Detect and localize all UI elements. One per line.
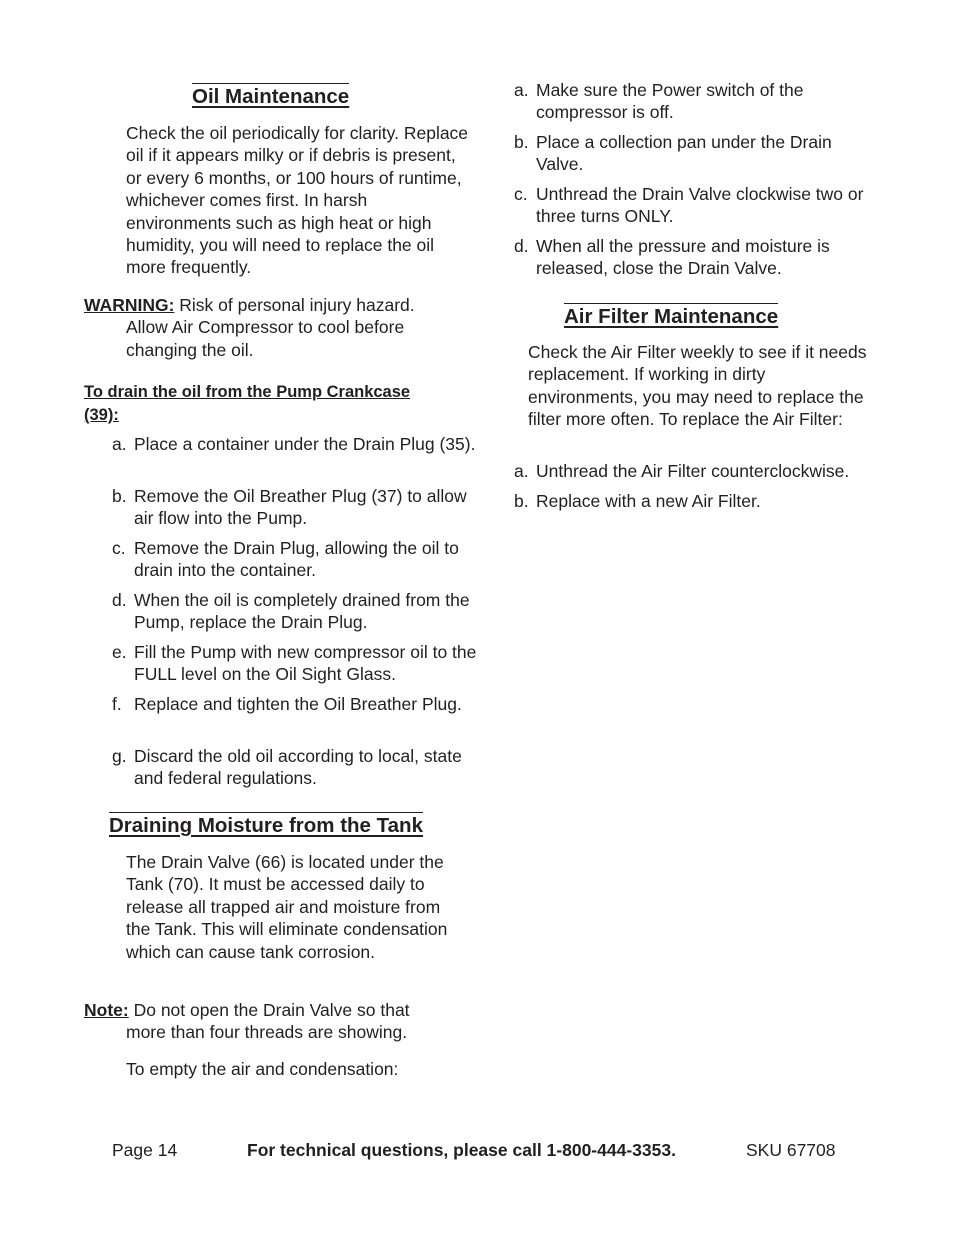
step-marker: a. [514, 461, 529, 481]
oil-step-f [112, 693, 474, 715]
moisture-step-a [514, 79, 881, 124]
moisture-intro-paragraph: The Drain Valve (66) is located under the Tank (70). It must be accessed daily to release all trapped air and moisture from the Tank. This will eliminate condensation which can cause tank corrosion. [126, 852, 448, 962]
step-marker: c. [514, 184, 528, 204]
oil-step-a [112, 433, 479, 455]
oil-step-g [112, 745, 474, 790]
oil-intro-paragraph: Check the oil periodically for clarity. Replace oil if it appears milky or if debris is present, or every 6 months, or 100 hours of runtime, whichever comes first. In harsh environments such as high heat or high humidity, you will need to replace the oil more frequently. [126, 123, 469, 278]
step-text: Place a collection pan under the Drain Valve. [536, 132, 832, 175]
oil-warning [84, 294, 469, 361]
sku-number: SKU 67708 [746, 1140, 836, 1160]
step-text: Discard the old oil according to local, state and federal regulations. [134, 746, 462, 789]
step-marker: b. [514, 132, 529, 152]
step-text: Replace with a new Air Filter. [536, 491, 761, 511]
step-text: Make sure the Power switch of the compressor is off. [536, 80, 804, 123]
step-marker: e. [112, 642, 127, 662]
step-marker: d. [112, 590, 127, 610]
technical-contact: For technical questions, please call 1-800-444-3353. [247, 1140, 676, 1160]
step-marker: c. [112, 538, 126, 558]
air-filter-step-b [514, 490, 911, 512]
empty-air-intro: To empty the air and condensation: [126, 1059, 399, 1079]
step-text: Remove the Oil Breather Plug (37) to allow air flow into the Pump. [134, 486, 467, 529]
warning-text-line1: Risk of personal injury hazard. [174, 295, 415, 315]
page-number: Page 14 [112, 1140, 178, 1160]
note-text-line1: Do not open the Drain Valve so that [128, 1000, 410, 1020]
moisture-note [84, 999, 469, 1044]
note-text-line2: more than four threads are showing. [126, 1022, 408, 1043]
warning-label: WARNING: [84, 295, 175, 315]
air-filter-intro-paragraph: Check the Air Filter weekly to see if it needs replacement. If working in dirty environments, you may need to replace the filter more often. To replace the Air Filter: [528, 342, 867, 430]
air-filter-step-a [514, 460, 911, 482]
moisture-step-d [514, 235, 881, 280]
step-text: When the oil is completely drained from the Pump, replace the Drain Plug. [134, 590, 470, 633]
moisture-step-b [514, 131, 881, 176]
drain-oil-subheading-line1: To drain the oil from the Pump Crankcase [84, 383, 411, 401]
drain-oil-subheading-line2: (39): [84, 406, 119, 424]
moisture-step-c [514, 183, 896, 228]
step-text: Remove the Drain Plug, allowing the oil to drain into the container. [134, 538, 459, 581]
step-marker: b. [514, 491, 529, 511]
oil-step-b [112, 485, 479, 530]
step-marker: d. [514, 236, 529, 256]
warning-text-line2: Allow Air Compressor to cool before changing the oil. [126, 317, 405, 360]
note-label: Note: [84, 1000, 129, 1020]
step-text: Unthread the Air Filter counterclockwise. [536, 461, 850, 481]
step-text: Unthread the Drain Valve clockwise two or three turns ONLY. [536, 184, 864, 227]
oil-maintenance-heading: Oil Maintenance [192, 85, 350, 108]
step-text: Fill the Pump with new compressor oil to the FULL level on the Oil Sight Glass. [134, 642, 477, 685]
step-marker: a. [112, 434, 127, 454]
step-text: When all the pressure and moisture is released, close the Drain Valve. [536, 236, 830, 279]
oil-step-c [112, 537, 479, 582]
drain-oil-subheading [84, 381, 469, 427]
step-marker: a. [514, 80, 529, 100]
draining-moisture-heading: Draining Moisture from the Tank [109, 814, 423, 837]
step-text: Replace and tighten the Oil Breather Plug. [134, 694, 462, 714]
oil-step-d [112, 589, 489, 634]
step-marker: f. [112, 694, 122, 714]
oil-step-e [112, 641, 491, 686]
air-filter-heading: Air Filter Maintenance [564, 305, 779, 328]
step-marker: g. [112, 746, 127, 766]
step-marker: b. [112, 486, 127, 506]
step-text: Place a container under the Drain Plug (35). [134, 434, 476, 454]
